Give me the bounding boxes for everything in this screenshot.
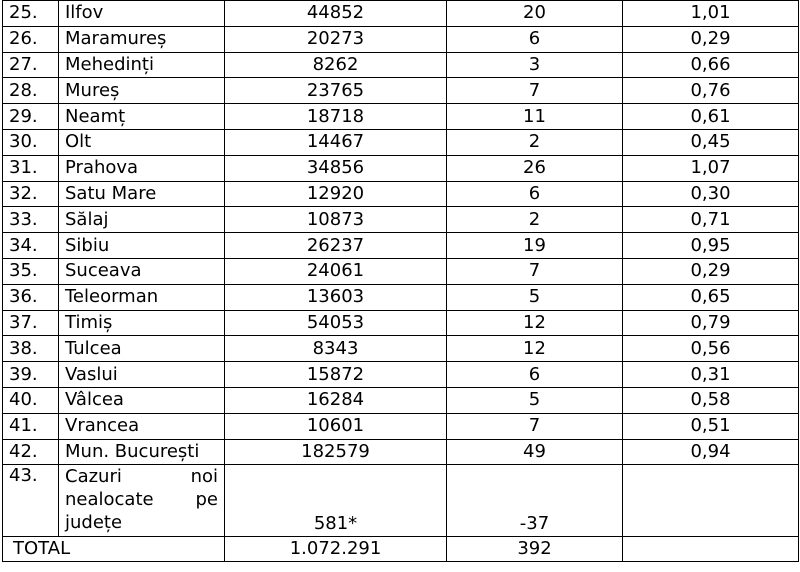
row-total-cases: 182579 [225,439,447,465]
row-new-cases: -37 [447,465,623,537]
row-county-name: Mehedinți [59,52,225,78]
row-total-cases: 24061 [225,258,447,284]
row-index: 35. [3,258,59,284]
total-rate [623,537,799,562]
row-county-name: Teleorman [59,284,225,310]
row-county-name: Cazuri noi nealocate pe județe [59,465,225,537]
row-index: 26. [3,26,59,52]
row-new-cases: 2 [447,129,623,155]
table-row [3,336,799,362]
row-total-cases: 8343 [225,336,447,362]
row-total-cases: 18718 [225,104,447,130]
row-county-name: Tulcea [59,336,225,362]
row-total-cases: 13603 [225,284,447,310]
row-new-cases: 11 [447,104,623,130]
table-body [3,1,799,562]
row-new-cases: 6 [447,181,623,207]
row-county-name: Mun. București [59,439,225,465]
table-row [3,233,799,259]
row-index: 33. [3,207,59,233]
row-total-cases: 14467 [225,129,447,155]
row-incidence-rate: 0,31 [623,362,799,388]
table-row [3,362,799,388]
row-new-cases: 6 [447,362,623,388]
table-row [3,78,799,104]
table-row [3,310,799,336]
row-incidence-rate: 0,95 [623,233,799,259]
row-index: 40. [3,387,59,413]
row-new-cases: 19 [447,233,623,259]
row-index: 36. [3,284,59,310]
row-new-cases: 7 [447,78,623,104]
row-index: 39. [3,362,59,388]
row-county-name: Ilfov [59,1,225,27]
table-row [3,207,799,233]
row-county-name: Suceava [59,258,225,284]
row-total-cases: 44852 [225,1,447,27]
row-index: 37. [3,310,59,336]
row-incidence-rate: 1,07 [623,155,799,181]
table-row [3,104,799,130]
row-county-name: Sibiu [59,233,225,259]
table-row [3,155,799,181]
row-county-name: Olt [59,129,225,155]
row-incidence-rate: 0,29 [623,26,799,52]
row-incidence-rate: 0,76 [623,78,799,104]
table-row [3,181,799,207]
row-incidence-rate: 0,61 [623,104,799,130]
row-new-cases: 2 [447,207,623,233]
row-county-name: Vrancea [59,413,225,439]
row-incidence-rate: 0,29 [623,258,799,284]
row-new-cases: 49 [447,439,623,465]
row-index: 43. [3,465,59,537]
row-index: 34. [3,233,59,259]
row-index: 42. [3,439,59,465]
row-index: 29. [3,104,59,130]
row-incidence-rate: 0,65 [623,284,799,310]
table-row [3,129,799,155]
row-index: 30. [3,129,59,155]
table-row [3,1,799,27]
row-index: 38. [3,336,59,362]
row-incidence-rate: 0,56 [623,336,799,362]
row-county-name: Vâlcea [59,387,225,413]
county-cases-table [2,0,799,562]
row-total-cases: 10601 [225,413,447,439]
row-total-cases: 54053 [225,310,447,336]
unallocated-row [3,465,799,537]
table-row [3,284,799,310]
table-row [3,52,799,78]
row-index: 27. [3,52,59,78]
row-index: 32. [3,181,59,207]
row-total-cases: 23765 [225,78,447,104]
table-row [3,439,799,465]
row-incidence-rate: 0,58 [623,387,799,413]
row-new-cases: 7 [447,413,623,439]
row-incidence-rate: 0,51 [623,413,799,439]
row-new-cases: 6 [447,26,623,52]
row-index: 31. [3,155,59,181]
row-incidence-rate: 1,01 [623,1,799,27]
table-row [3,413,799,439]
row-incidence-rate: 0,71 [623,207,799,233]
row-new-cases: 12 [447,336,623,362]
row-incidence-rate: 0,30 [623,181,799,207]
row-total-cases: 12920 [225,181,447,207]
row-county-name: Sălaj [59,207,225,233]
row-new-cases: 7 [447,258,623,284]
row-new-cases: 5 [447,387,623,413]
row-index: 41. [3,413,59,439]
row-incidence-rate: 0,79 [623,310,799,336]
row-total-cases: 15872 [225,362,447,388]
table-row [3,26,799,52]
total-new-cases: 392 [447,537,623,562]
row-index: 28. [3,78,59,104]
row-total-cases: 26237 [225,233,447,259]
row-new-cases: 20 [447,1,623,27]
row-total-cases: 34856 [225,155,447,181]
row-total-cases: 581* [225,465,447,537]
total-row [3,537,799,562]
row-new-cases: 26 [447,155,623,181]
row-incidence-rate [623,465,799,537]
row-incidence-rate: 0,66 [623,52,799,78]
row-county-name: Mureș [59,78,225,104]
row-incidence-rate: 0,45 [623,129,799,155]
row-total-cases: 20273 [225,26,447,52]
row-county-name: Maramureș [59,26,225,52]
row-new-cases: 12 [447,310,623,336]
table-row [3,387,799,413]
row-county-name: Neamț [59,104,225,130]
row-total-cases: 16284 [225,387,447,413]
row-incidence-rate: 0,94 [623,439,799,465]
table-row [3,258,799,284]
total-label: TOTAL [3,537,225,562]
row-new-cases: 5 [447,284,623,310]
total-cases: 1.072.291 [225,537,447,562]
row-county-name: Vaslui [59,362,225,388]
row-index: 25. [3,1,59,27]
row-county-name: Satu Mare [59,181,225,207]
row-total-cases: 10873 [225,207,447,233]
row-total-cases: 8262 [225,52,447,78]
row-new-cases: 3 [447,52,623,78]
row-county-name: Prahova [59,155,225,181]
row-county-name: Timiș [59,310,225,336]
